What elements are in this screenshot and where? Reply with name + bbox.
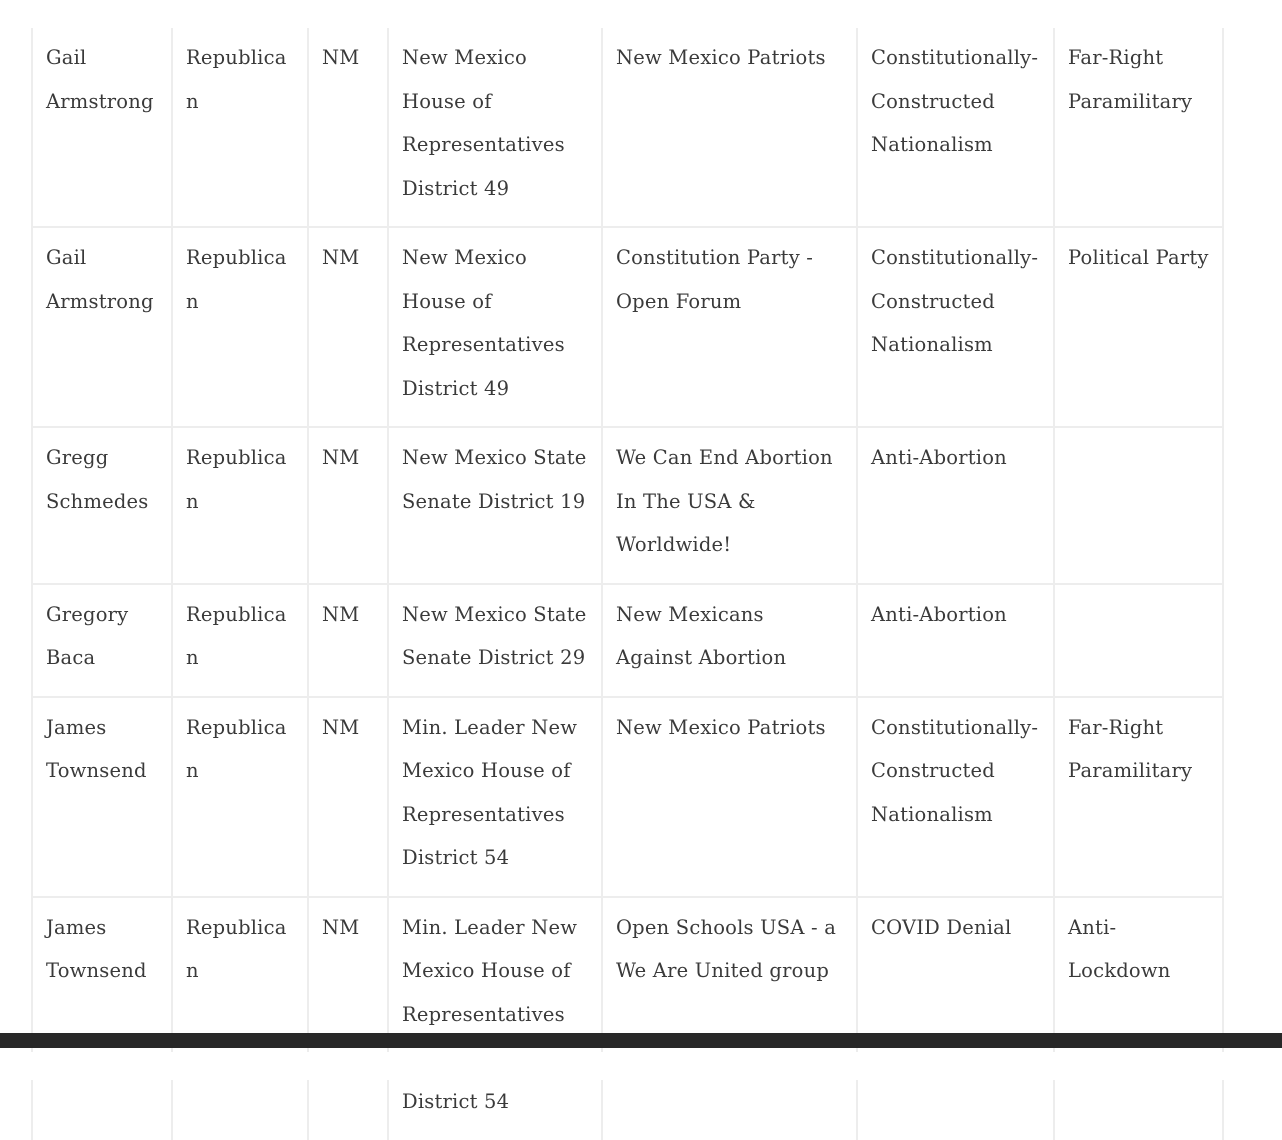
cell-name: Gregg Schmedes	[32, 427, 172, 584]
cell-name: James Townsend	[32, 697, 172, 897]
cell-office: Min. Leader New Mexico House of Representatives District 54	[388, 697, 602, 897]
cell-ideology: Constitutionally-Constructed Nationalism	[857, 697, 1054, 897]
cell-party: Republican	[172, 427, 308, 584]
cell-name: James Townsend	[32, 897, 172, 1053]
cell-state: NM	[308, 28, 388, 227]
table-row	[32, 28, 1223, 227]
cell-category: Anti-Lockdown	[1054, 897, 1223, 1053]
cell-category: Far-Right Paramilitary	[1054, 28, 1223, 227]
cell-ideology	[857, 1080, 1054, 1140]
records-table-continued	[31, 1080, 1222, 1128]
cell-category: Far-Right Paramilitary	[1054, 697, 1223, 897]
cell-group: We Can End Abortion In The USA & Worldwide!	[602, 427, 857, 584]
cell-group: New Mexicans Against Abortion	[602, 584, 857, 697]
cell-state: NM	[308, 697, 388, 897]
cell-group	[602, 1080, 857, 1140]
table-row	[32, 227, 1223, 427]
cell-name	[32, 1080, 172, 1140]
table-row	[32, 427, 1223, 584]
cell-category	[1054, 1080, 1223, 1140]
cell-name: Gregory Baca	[32, 584, 172, 697]
cell-group: Constitution Party - Open Forum	[602, 227, 857, 427]
page-divider-bar	[0, 1033, 1282, 1048]
cell-state	[308, 1080, 388, 1140]
cell-category	[1054, 584, 1223, 697]
cell-party: Republican	[172, 897, 308, 1053]
cell-office: District 54	[388, 1080, 602, 1140]
cell-state: NM	[308, 584, 388, 697]
table-row	[32, 897, 1223, 1053]
cell-office: New Mexico House of Representatives District 49	[388, 227, 602, 427]
cell-party: Republican	[172, 584, 308, 697]
cell-group: New Mexico Patriots	[602, 697, 857, 897]
cell-office: New Mexico State Senate District 29	[388, 584, 602, 697]
cell-party	[172, 1080, 308, 1140]
cell-ideology: Constitutionally-Constructed Nationalism	[857, 227, 1054, 427]
table-row	[32, 584, 1223, 697]
cell-state: NM	[308, 897, 388, 1053]
cell-ideology: Anti-Abortion	[857, 427, 1054, 584]
table-row	[32, 697, 1223, 897]
cell-category	[1054, 427, 1223, 584]
cell-office: New Mexico House of Representatives District 49	[388, 28, 602, 227]
cell-category: Political Party	[1054, 227, 1223, 427]
cell-party: Republican	[172, 227, 308, 427]
cell-name: Gail Armstrong	[32, 227, 172, 427]
cell-state: NM	[308, 227, 388, 427]
records-table	[31, 28, 1222, 1026]
cell-name: Gail Armstrong	[32, 28, 172, 227]
cell-ideology: COVID Denial	[857, 897, 1054, 1053]
table-row-continued	[32, 1080, 1223, 1140]
cell-state: NM	[308, 427, 388, 584]
cell-ideology: Anti-Abortion	[857, 584, 1054, 697]
cell-party: Republican	[172, 28, 308, 227]
cell-office: Min. Leader New Mexico House of Representatives	[388, 897, 602, 1053]
cell-party: Republican	[172, 697, 308, 897]
cell-ideology: Constitutionally-Constructed Nationalism	[857, 28, 1054, 227]
cell-group: Open Schools USA - a We Are United group	[602, 897, 857, 1053]
cell-office: New Mexico State Senate District 19	[388, 427, 602, 584]
cell-group: New Mexico Patriots	[602, 28, 857, 227]
